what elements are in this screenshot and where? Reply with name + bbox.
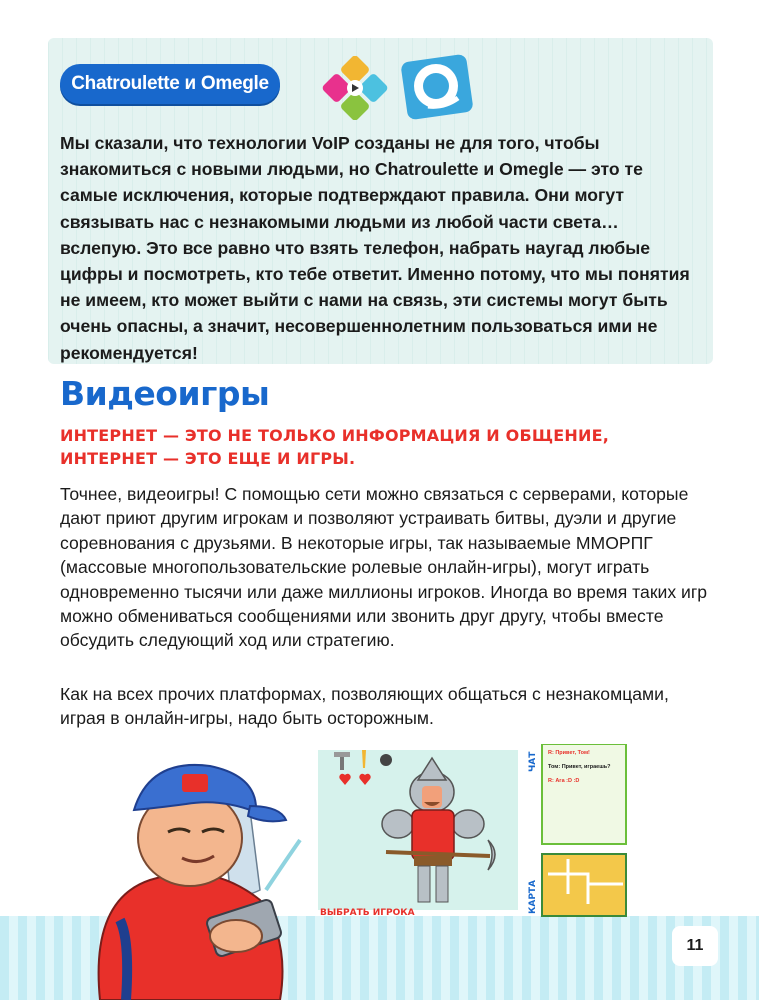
chatroulette-icon [316,56,394,120]
map-label: КАРТА [528,879,538,914]
page-number: 11 [672,926,718,966]
box-paragraph: Мы сказали, что технологии VoIP созданы не для того, чтобы знакомиться с новыми людьми, но Chatroulette и Omegle — это те самые исключения, которые подтверждают правила. Они могут связывать нас с незнакомыми людьми из любой части света… вслепую. Это все равно что взять телефон, набрать наугад любые цифры и посмотреть, кто тебе ответит. Именно потому, что мы понятия не имеем, кто может выйти с нами на связь, эти системы могут быть очень опасны, а значит, несовершеннолетним пользоваться ими не рекомендуется! [60,133,690,363]
boy-with-phone-illustration [90,740,330,1000]
chat-line-1: R: Привет, Том! [548,750,590,756]
chat-line-2: Том: Привет, играешь? [548,764,611,770]
body-paragraph-1: Точнее, видеоигры! С помощью сети можно связаться с серверами, которые дают приют другим игрокам и позволяют устраивать битвы, дуэли и другие соревнования с друзьями. В некоторые игры, так называемые ММОРПГ (массовые многопользовательские ролевые онлайн-игры), могут играть одновременно тысячи или даже миллионы игроков. Иногда во время таких игр можно обмениваться сообщениями или звонить друг другу, чтобы вместе обсудить следующий ход или стратегию. [60,484,708,651]
body-paragraph-2: Как на всех прочих платформах, позволяющих общаться с незнакомцами, играя в онлайн-игры, надо быть осторожным. [60,684,669,729]
chat-line-3: R: Ага :D :D [548,778,580,784]
section-subheading: ИНТЕРНЕТ — ЭТО НЕ ТОЛЬКО ИНФОРМАЦИЯ И ОБЩЕНИЕ, ИНТЕРНЕТ — ЭТО ЕЩЕ И ИГРЫ. [60,426,609,468]
chat-label: ЧАТ [528,751,538,772]
game-screen-illustration [318,744,632,920]
omegle-icon [398,48,476,120]
box-title: Chatroulette и Omegle [60,64,280,104]
select-player-label: ВЫБРАТЬ ИГРОКА [320,908,415,918]
section-heading: Видеоигры [60,374,270,413]
game-screen-art [318,744,632,920]
